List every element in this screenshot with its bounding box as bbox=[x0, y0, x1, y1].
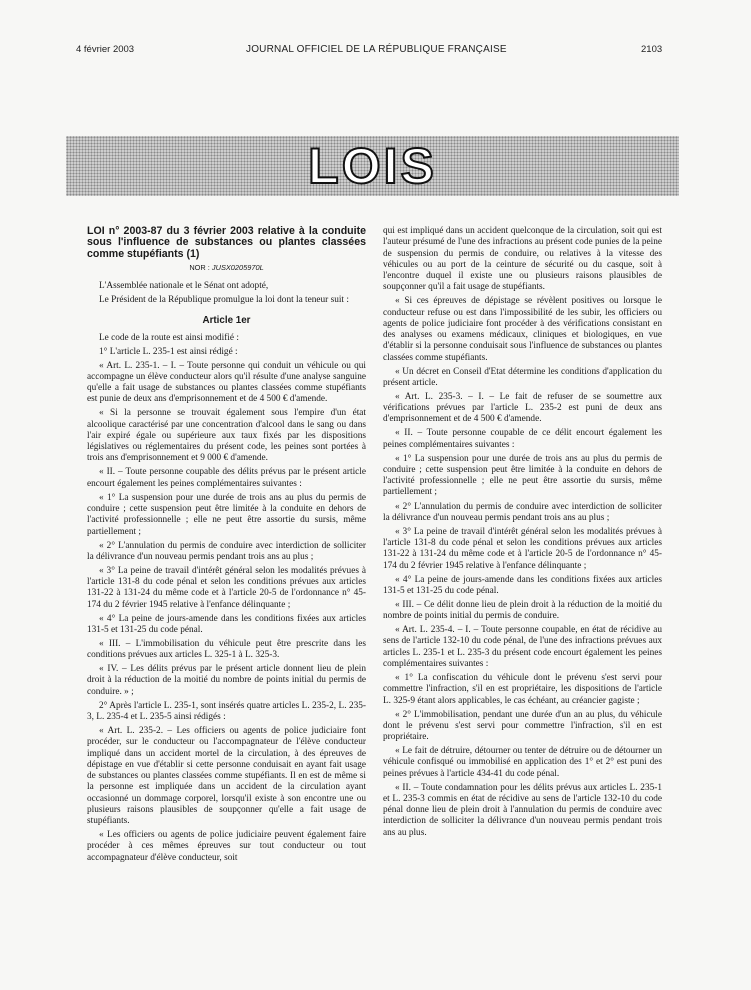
body-paragraph: « 3° La peine de travail d'intérêt général selon les modalités prévues à l'article 131-8 du code pénal et selon les conditions prévues aux articles 131-22 à 131-24 du même code et à l'article 20-5 de l'ordonnance n° 45-174 du 2 février 1945 relative à l'enfance délinquante ; bbox=[383, 526, 662, 571]
body-paragraph: « Art. L. 235-2. – Les officiers ou agents de police judiciaire font procéder, sur le conducteur ou l'accompagnateur de l'élève conducteur impliqué dans un accident mortel de la circulation, à des épreuves de dépistage en vue d'établir si cette personne conduisait en ayant fait usage de substances ou plantes classées comme stupéfiants. Il en est de même si la personne est impliquée dans un accident de la circulation ayant occasionné un dommage corporel, lorsqu'il existe à son encontre une ou plusieurs raisons plausibles de soupçonner qu'elle a fait usage de stupéfiants. bbox=[87, 726, 366, 827]
body-paragraph: « 4° La peine de jours-amende dans les conditions fixées aux articles 131-5 et 131-25 du code pénal. bbox=[87, 613, 366, 635]
body-paragraph: « III. – L'immobilisation du véhicule peut être prescrite dans les conditions prévues aux articles L. 325-1 à L. 325-3. bbox=[87, 638, 366, 661]
law-title: LOI n° 2003-87 du 3 février 2003 relative à la conduite sous l'influence de substances ou plantes classées comme stupéfiants (1) bbox=[87, 226, 366, 260]
body-paragraph: « 1° La suspension pour une durée de trois ans au plus du permis de conduire ; cette suspension peut être limitée à la conduite en dehors de l'activité professionnelle ; elle ne peut être assortie du sursis, même partiellement ; bbox=[383, 453, 662, 498]
body-paragraph: « Art. L. 235-3. – I. – Le fait de refuser de se soumettre aux vérifications prévues par l'article L. 235-2 est puni de deux ans d'emprisonnement et de 4 500 € d'amende. bbox=[383, 391, 662, 425]
body-paragraph: « Un décret en Conseil d'Etat détermine les conditions d'application du présent article. bbox=[383, 366, 662, 388]
body-paragraph: « 4° La peine de jours-amende dans les conditions fixées aux articles 131-5 et 131-25 du code pénal. bbox=[383, 574, 662, 596]
body-paragraph: « 2° L'immobilisation, pendant une durée d'un an au plus, du véhicule dont le prévenu s'est servi pour commettre l'infraction, s'il en est propriétaire. bbox=[383, 709, 662, 743]
body-paragraph: « Si la personne se trouvait également sous l'empire d'un état alcoolique caractérisé par une concentration d'alcool dans le sang ou dans l'air expiré égale ou supérieure aux taux fixés par les dispositions législatives ou réglementaires du présent code, les peines sont portées à trois ans d'emprisonnement et 9 000 € d'amende. bbox=[87, 408, 366, 464]
body-paragraph: « Le fait de détruire, détourner ou tenter de détruire ou de détourner un véhicule confisqué ou immobilisé en application des 1° et 2° est puni des peines prévues à l'article 434-41 du code pénal. bbox=[383, 746, 662, 779]
body-paragraph: « Si ces épreuves de dépistage se révèlent positives ou lorsque le conducteur refuse ou est dans l'impossibilité de les subir, les officiers ou agents de police judiciaire font procéder à des vérifications consistant en des analyses ou examens médicaux, cliniques et biologiques, en vue d'établir si la personne conduisait sous l'influence de substances ou plantes classées comme stupéfiants. bbox=[383, 296, 662, 363]
body-paragraph: « II. – Toute personne coupable des délits prévus par le présent article encourt également les peines complémentaires suivantes : bbox=[87, 467, 366, 489]
body-paragraph: « II. – Toute condamnation pour les délits prévus aux articles L. 235-1 et L. 235-3 commis en état de récidive au sens de l'article 132-10 du code pénal donne lieu de plein droit à l'annulation du permis de conduire avec interdiction de solliciter la délivrance d'un nouveau permis pendant trois ans au plus. bbox=[383, 782, 662, 838]
article-heading: Article 1er bbox=[202, 314, 251, 326]
header-page-number: 2103 bbox=[641, 44, 663, 55]
section-banner bbox=[66, 136, 679, 196]
body-paragraph: « 1° La suspension pour une durée de trois ans au plus du permis de conduire ; cette suspension peut être limitée à la conduite en dehors de l'activité professionnelle ; elle ne peut être assortie du sursis, même partiellement ; bbox=[87, 492, 366, 537]
left-column bbox=[87, 226, 366, 956]
right-column bbox=[383, 226, 662, 956]
body-paragraph: « 2° L'annulation du permis de conduire avec interdiction de solliciter la délivrance d'un nouveau permis pendant trois ans au plus ; bbox=[383, 501, 662, 523]
intro-paragraph: Le Président de la République promulgue la loi dont la teneur suit : bbox=[99, 295, 349, 306]
header-journal-title: JOURNAL OFFICIEL DE LA RÉPUBLIQUE FRANÇAISE bbox=[246, 44, 507, 55]
section-title: LOIS bbox=[308, 138, 437, 194]
nor-code: JUSX0205970L bbox=[211, 263, 264, 273]
body-paragraph: « 3° La peine de travail d'intérêt général selon les modalités prévues à l'article 131-8 du code pénal et selon les conditions prévues aux articles 131-22 à 131-24 du même code et à l'article 20-5 de l'ordonnance n° 45-174 du 2 février 1945 relative à l'enfance délinquante ; bbox=[87, 565, 366, 610]
body-paragraph: 1° L'article L. 235-1 est ainsi rédigé : bbox=[99, 346, 238, 357]
body-paragraph: « 2° L'annulation du permis de conduire avec interdiction de solliciter la délivrance d'un nouveau permis pendant trois ans au plus ; bbox=[87, 540, 366, 562]
body-paragraph: « Art. L. 235-1. – I. – Toute personne qui conduit un véhicule ou qui accompagne un élève conducteur alors qu'il résulte d'une analyse sanguine qu'elle a fait usage de substances ou plantes classées comme stupéfiants est punie de deux ans d'emprisonnement et de 4 500 € d'amende. bbox=[87, 360, 366, 405]
header-date: 4 février 2003 bbox=[76, 44, 135, 55]
nor-reference bbox=[87, 263, 366, 272]
body-paragraph: « Art. L. 235-4. – I. – Toute personne coupable, en état de récidive au sens de l'article 132-10 du code pénal, de l'une des infractions prévues aux articles L. 235-1 et L. 235-3 du présent code encourt également les peines complémentaires suivantes : bbox=[383, 625, 662, 669]
body-paragraph: « III. – Ce délit donne lieu de plein droit à la réduction de la moitié du nombre de points initial du permis de conduire. bbox=[383, 599, 662, 622]
body-paragraph: « II. – Toute personne coupable de ce délit encourt également les peines complémentaires suivantes : bbox=[383, 428, 662, 450]
body-paragraph: « Les officiers ou agents de police judiciaire peuvent également faire procéder à ces mêmes épreuves sur tout conducteur ou tout accompagnateur d'élève conducteur, soit bbox=[87, 830, 366, 863]
body-paragraph: 2° Après l'article L. 235-1, sont insérés quatre articles L. 235-2, L. 235-3, L. 235-4 et L. 235-5 ainsi rédigés : bbox=[87, 700, 366, 723]
body-paragraph: « 1° La confiscation du véhicule dont le prévenu s'est servi pour commettre l'infraction, s'il en est propriétaire, les dispositions de l'article L. 325-9 étant alors applicables, le cas échéant, au créancier gagiste ; bbox=[383, 673, 662, 706]
body-paragraph: Le code de la route est ainsi modifié : bbox=[99, 332, 239, 343]
intro-paragraph: L'Assemblée nationale et le Sénat ont adopté, bbox=[99, 281, 269, 292]
body-paragraph: « IV. – Les délits prévus par le présent article donnent lieu de plein droit à la réduction de la moitié du nombre de points initial du permis de conduire. » ; bbox=[87, 664, 366, 697]
nor-label: NOR : bbox=[189, 263, 210, 273]
body-paragraph: qui est impliqué dans un accident quelconque de la circulation, soit qui est l'auteur présumé de l'une des infractions au présent code punies de la peine de suspension du permis de conduire, ou relatives à la vitesse des véhicules ou au port de la ceinture de sécurité ou du casque, soit à l'encontre duquel il existe une ou plusieurs raisons plausibles de soupçonner qu'il a fait usage de stupéfiants. bbox=[383, 226, 662, 293]
